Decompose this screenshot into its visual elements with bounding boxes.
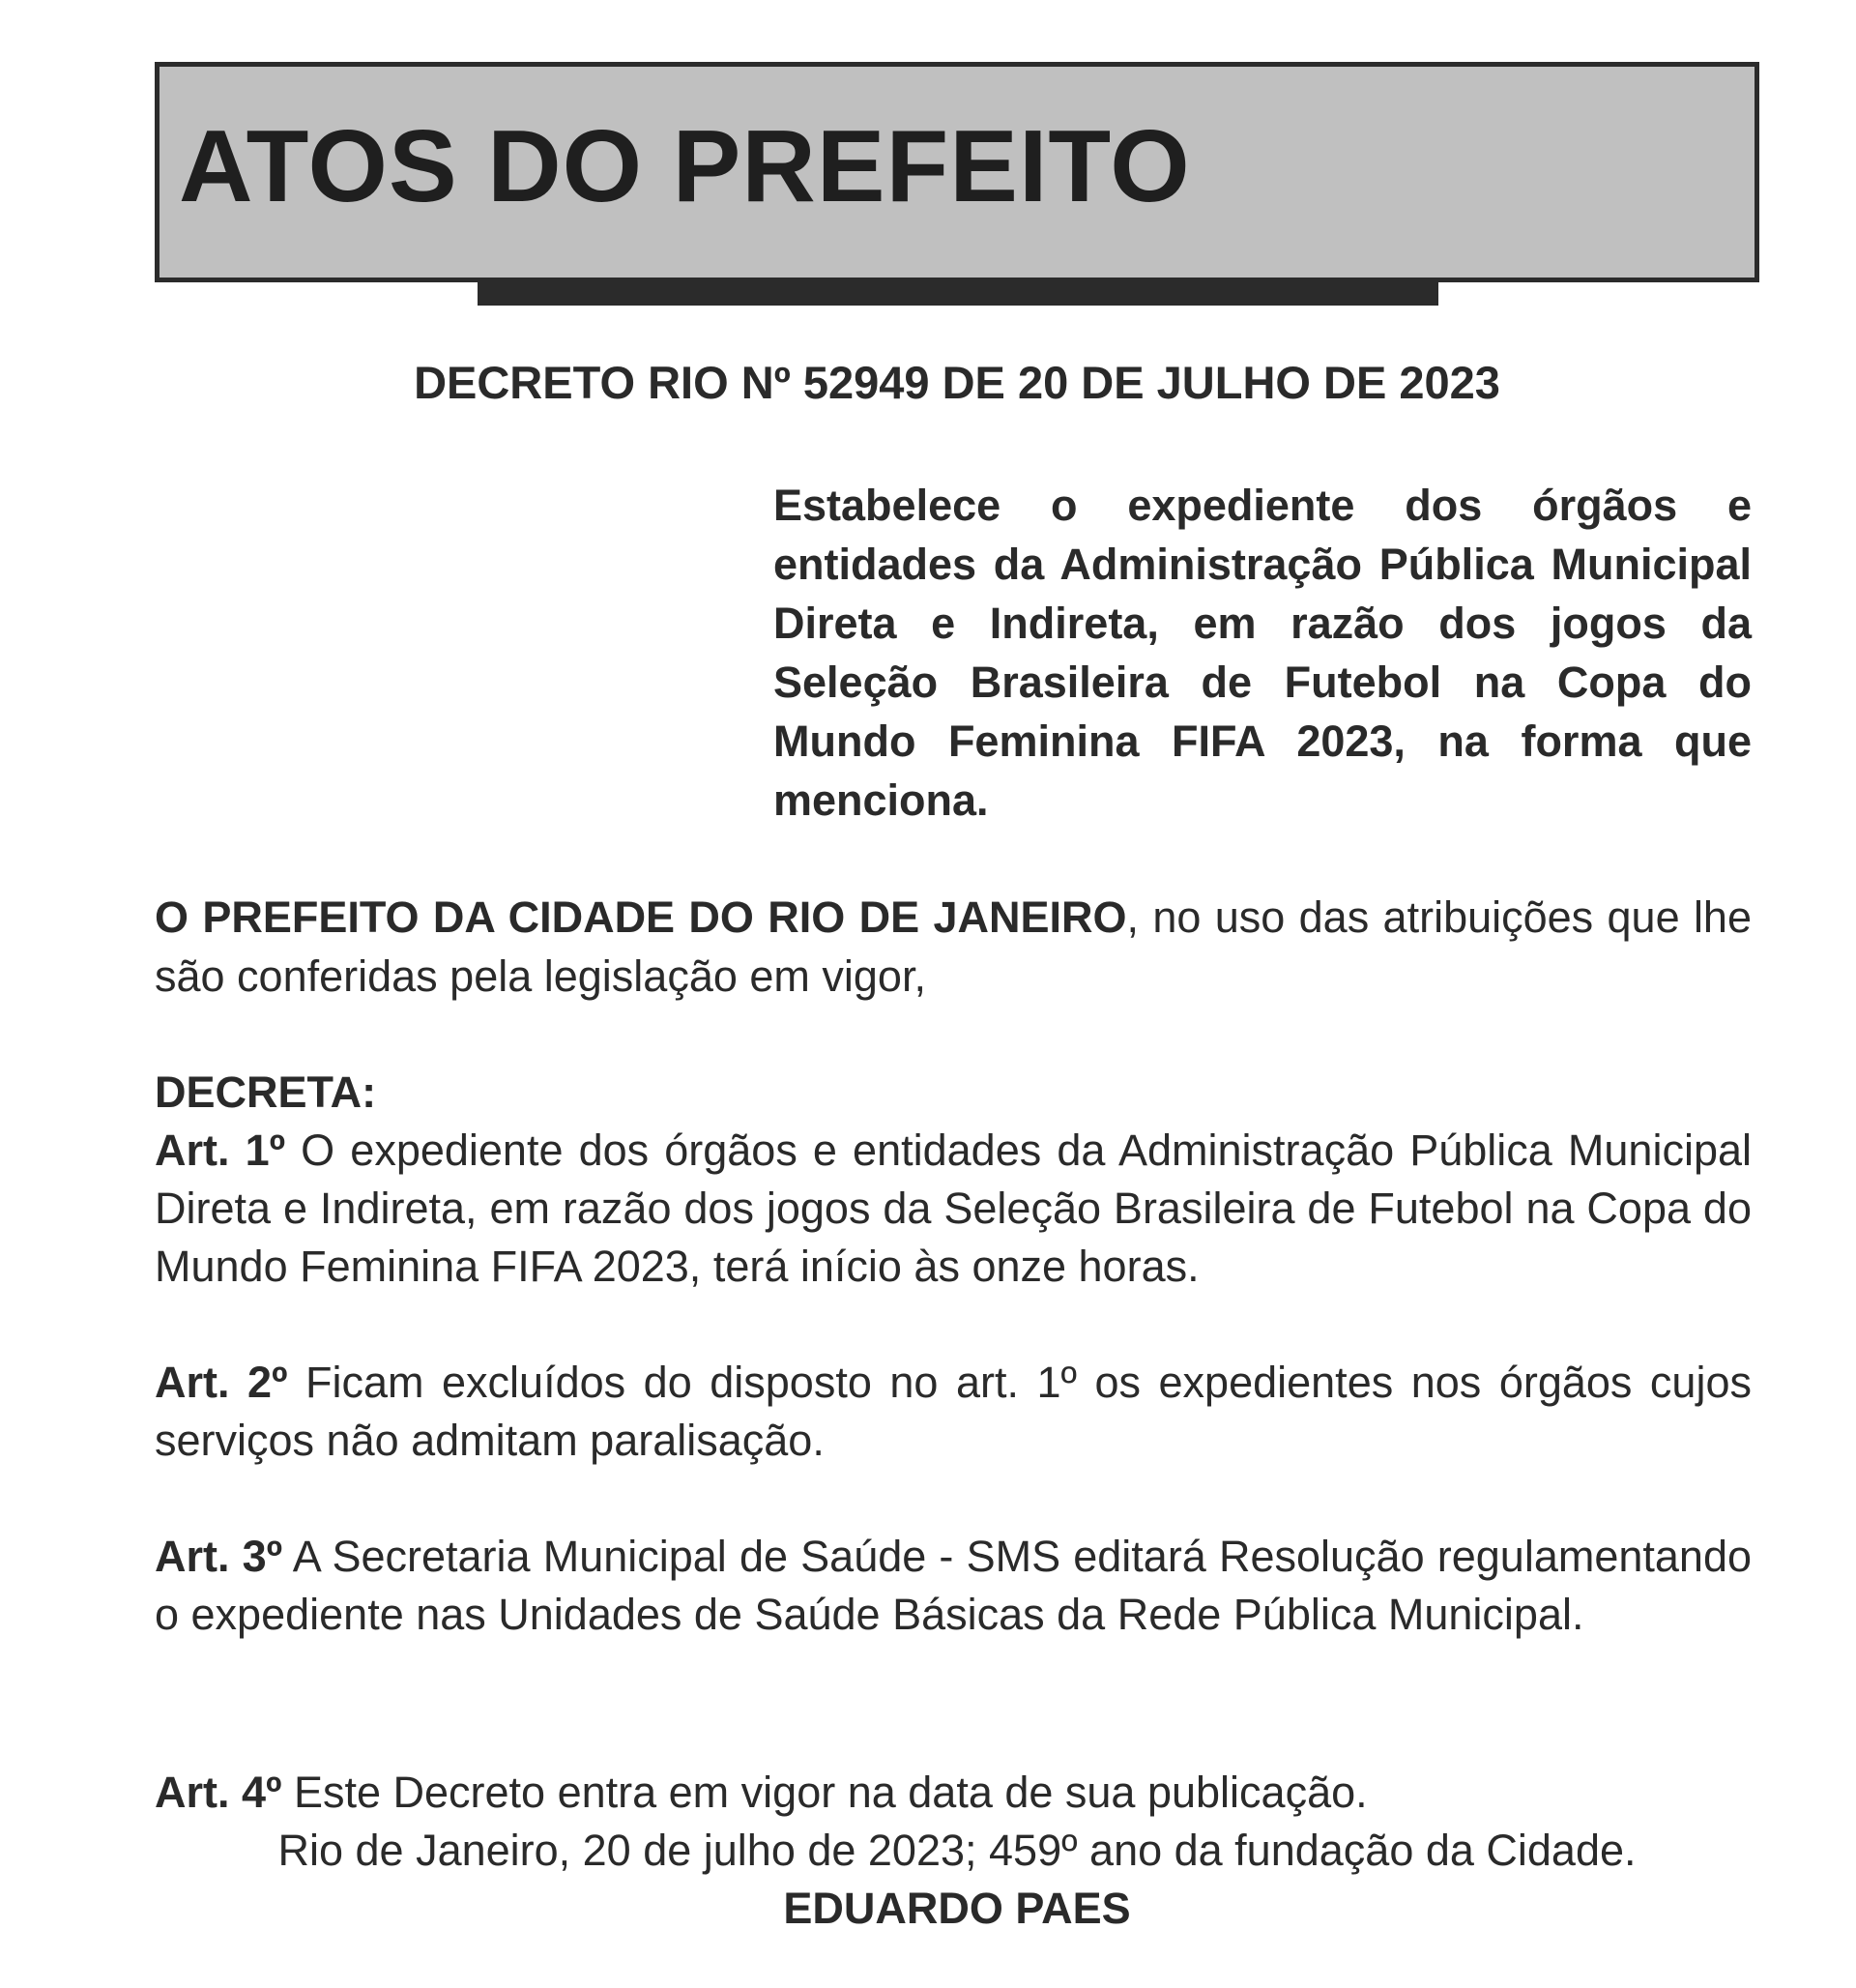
decree-title: DECRETO RIO Nº 52949 DE 20 DE JULHO DE 2023 xyxy=(414,357,1500,408)
article-text: Este Decreto entra em vigor na data de sua publicação. xyxy=(281,1768,1368,1817)
article-text: A Secretaria Municipal de Saúde - SMS editará Resolução regulamentando o expediente nas Unidades de Saúde Básicas da Rede Pública Municipal. xyxy=(155,1532,1753,1639)
preamble-authority: O PREFEITO DA CIDADE DO RIO DE JANEIRO xyxy=(155,892,1127,942)
header-underbar xyxy=(478,282,1438,306)
article-4 xyxy=(155,1764,1752,1822)
article-3 xyxy=(155,1528,1752,1644)
section-title: ATOS DO PREFEITO xyxy=(179,109,1191,223)
article-label: Art. 4º xyxy=(155,1768,282,1817)
article-text: O expediente dos órgãos e entidades da Administração Pública Municipal Direta e Indireta, em razão dos jogos da Seleção Brasileira de Futebol na Copa do Mundo Feminina FIFA 2023, terá início às onze horas. xyxy=(155,1126,1752,1291)
decree-ementa: Estabelece o expediente dos órgãos e entidades da Administração Pública Municipal Direta e Indireta, em razão dos jogos da Seleção Brasileira de Futebol na Copa do Mundo Feminina FIFA 2023, na forma que menciona. xyxy=(773,481,1752,825)
article-text: Ficam excluídos do disposto no art. 1º os expedientes nos órgãos cujos serviços não admitam paralisação. xyxy=(155,1358,1752,1465)
preamble-text: , no uso das atribuições que lhe são conferidas pela legislação em vigor, xyxy=(155,892,1752,1001)
article-label: Art. 1º xyxy=(155,1126,286,1175)
decreta-heading: DECRETA: xyxy=(155,1067,377,1117)
decree-preamble xyxy=(155,888,1752,1006)
article-label: Art. 3º xyxy=(155,1532,283,1581)
closing-dateline: Rio de Janeiro, 20 de julho de 2023; 459º ano da fundação da Cidade. xyxy=(277,1826,1637,1875)
article-2 xyxy=(155,1354,1752,1470)
signature-name: EDUARDO PAES xyxy=(783,1884,1131,1933)
header-box xyxy=(155,62,1759,282)
article-1 xyxy=(155,1122,1752,1296)
article-label: Art. 2º xyxy=(155,1358,288,1407)
